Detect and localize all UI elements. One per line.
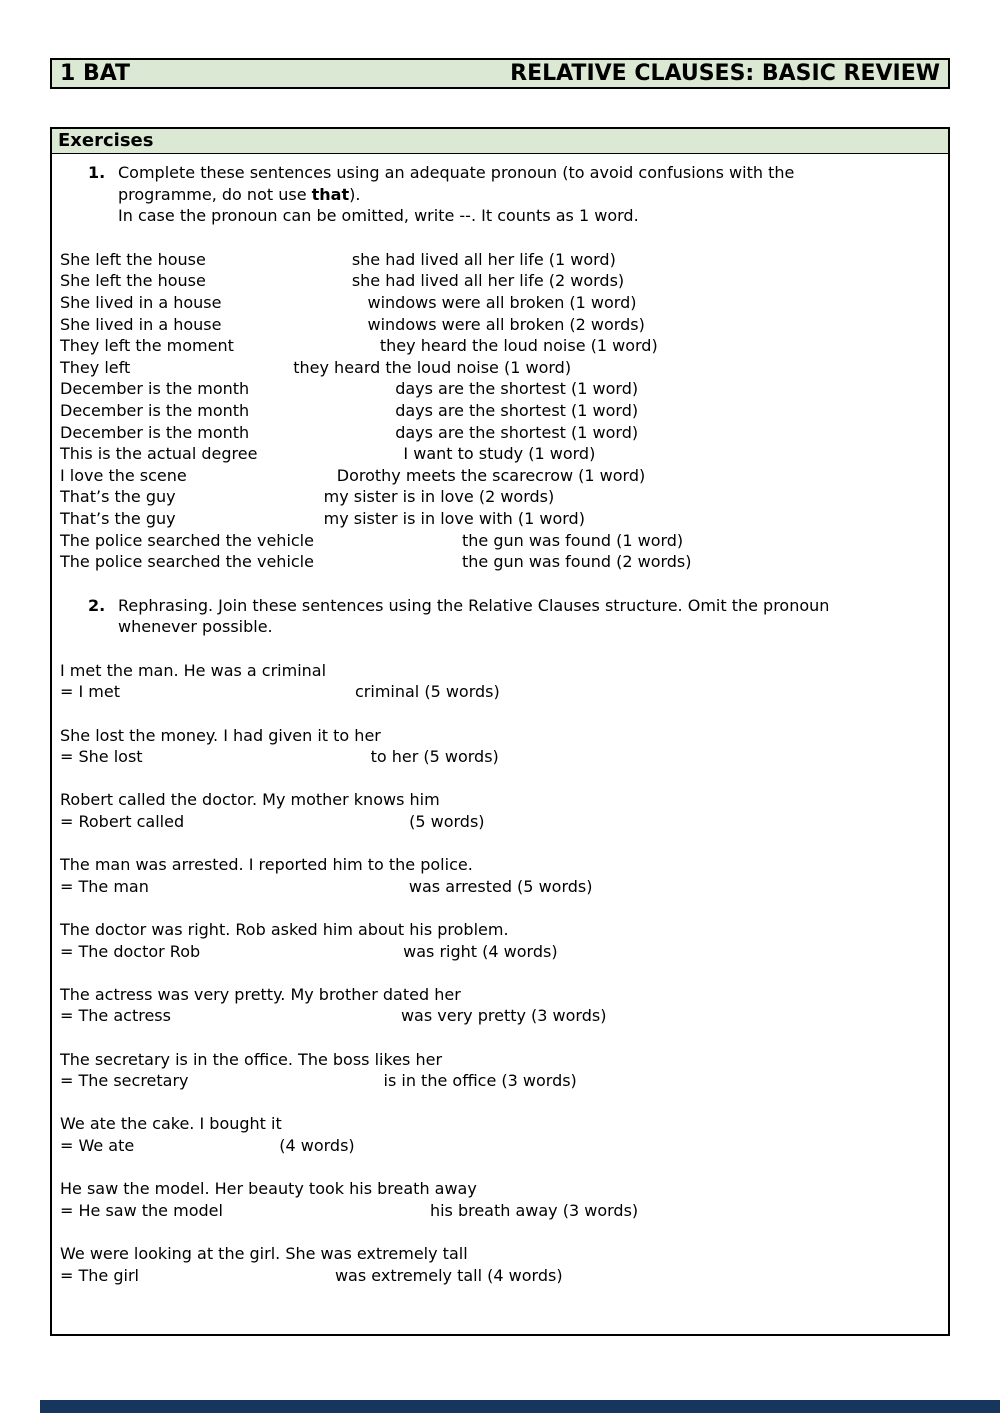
- title-bar: [50, 58, 950, 89]
- rephrasing-item: [60, 725, 940, 768]
- spacer: [60, 227, 940, 249]
- sentence-before-blank: That’s the guy: [60, 487, 176, 507]
- rephrasing-item: [60, 1178, 940, 1221]
- exercise-2-instructions: [60, 595, 940, 638]
- fill-in-sentence: [60, 422, 940, 444]
- answer-blank[interactable]: [206, 251, 352, 269]
- source-sentence: The secretary is in the office. The boss likes her: [60, 1049, 443, 1069]
- fill-in-sentence: [60, 465, 940, 487]
- exercise-1-text: [118, 162, 918, 227]
- answer-blank[interactable]: [249, 381, 395, 399]
- fill-in-sentence: [60, 1200, 940, 1222]
- fill-in-sentence: [60, 486, 940, 508]
- sentence-after-blank: was extremely tall (4 words): [334, 1265, 563, 1285]
- answer-blank[interactable]: [314, 532, 462, 550]
- fill-in-sentence: [60, 270, 940, 292]
- sentence-after-blank: my sister is in love (2 words): [323, 487, 555, 507]
- answer-blank[interactable]: [189, 1073, 384, 1091]
- fill-in-sentence: [60, 876, 940, 898]
- sentence-before-blank: She lived in a house: [60, 292, 222, 312]
- answer-blank[interactable]: [120, 684, 355, 702]
- answer-blank[interactable]: [143, 749, 371, 767]
- ex1-intro-bold: that: [311, 184, 350, 204]
- sentence-after-blank: I want to study (1 word): [403, 444, 596, 464]
- ex2-intro-line1: Rephrasing. Join these sentences using the Relative Clauses structure. Omit the pronoun: [118, 595, 830, 615]
- sentence-after-blank: is in the office (3 words): [383, 1071, 577, 1091]
- exercise-1-number: 1.: [88, 163, 106, 182]
- sentence-before-blank: = The actress: [60, 1006, 171, 1026]
- answer-blank[interactable]: [221, 316, 367, 334]
- answer-blank[interactable]: [257, 446, 403, 464]
- sentence-after-blank: she had lived all her life (1 word): [351, 249, 616, 269]
- exercise-2-items: [60, 660, 940, 1286]
- answer-blank[interactable]: [176, 510, 324, 528]
- course-label: 1 BAT: [60, 61, 131, 86]
- source-sentence: We ate the cake. I bought it: [60, 1114, 282, 1134]
- fill-in-sentence: [60, 1265, 940, 1287]
- sentence-after-blank: they heard the loud noise (1 word): [379, 336, 658, 356]
- sentence-after-blank: my sister is in love with (1 word): [323, 508, 585, 528]
- rephrasing-item: [60, 854, 940, 897]
- exercises-header: Exercises: [52, 129, 948, 154]
- sentence-after-blank: they heard the loud noise (1 word): [293, 357, 572, 377]
- sentence-before-blank: This is the actual degree: [60, 444, 258, 464]
- source-sentence: The man was arrested. I reported him to the police.: [60, 855, 473, 875]
- fill-in-sentence: [60, 1005, 940, 1027]
- ex1-intro-line2: programme, do not use: [118, 184, 312, 204]
- source-sentence: The actress was very pretty. My brother dated her: [60, 984, 461, 1004]
- sentence-before-blank: She left the house: [60, 271, 206, 291]
- sentence-before-blank: = The girl: [60, 1265, 139, 1285]
- fill-in-sentence: [60, 249, 940, 271]
- source-sentence: He saw the model. Her beauty took his breath away: [60, 1179, 477, 1199]
- worksheet-content: [52, 154, 948, 1334]
- spacer: [60, 638, 940, 660]
- answer-blank[interactable]: [187, 467, 337, 485]
- ex2-intro-line2: whenever possible.: [118, 617, 273, 637]
- answer-blank[interactable]: [130, 359, 293, 377]
- answer-blank[interactable]: [223, 1202, 430, 1220]
- fill-in-sentence: [60, 1070, 940, 1092]
- sentence-after-blank: his breath away (3 words): [429, 1200, 639, 1220]
- answer-blank[interactable]: [200, 943, 403, 961]
- fill-in-sentence: [60, 314, 940, 336]
- sentence-before-blank: = She lost: [60, 747, 143, 767]
- source-sentence: She lost the money. I had given it to her: [60, 725, 381, 745]
- exercise-1-instructions: [60, 162, 940, 227]
- sentence-after-blank: days are the shortest (1 word): [395, 379, 639, 399]
- source-sentence: We were looking at the girl. She was extremely tall: [60, 1243, 468, 1263]
- sentence-before-blank: They left the moment: [60, 336, 234, 356]
- sentence-before-blank: = Robert called: [60, 812, 185, 832]
- sentence-before-blank: = The man: [60, 876, 149, 896]
- exercise-2-number: 2.: [88, 595, 106, 615]
- fill-in-sentence: [60, 508, 940, 530]
- sentence-before-blank: I love the scene: [60, 465, 187, 485]
- fill-in-sentence: [60, 357, 940, 379]
- sentence-after-blank: the gun was found (1 word): [461, 530, 684, 550]
- sentence-after-blank: she had lived all her life (2 words): [351, 271, 625, 291]
- fill-in-sentence: [60, 1135, 940, 1157]
- rephrasing-item: [60, 1049, 940, 1092]
- sentence-after-blank: was arrested (5 words): [408, 876, 593, 896]
- rephrasing-item: [60, 1113, 940, 1156]
- fill-in-sentence: [60, 400, 940, 422]
- sentence-before-blank: The police searched the vehicle: [60, 530, 314, 550]
- fill-in-sentence: [60, 530, 940, 552]
- sentence-after-blank: windows were all broken (2 words): [367, 314, 645, 334]
- sentence-after-blank: Dorothy meets the scarecrow (1 word): [336, 465, 646, 485]
- ex1-intro-line2-end: ).: [349, 184, 361, 204]
- rephrasing-item: [60, 1243, 940, 1286]
- answer-blank[interactable]: [149, 878, 409, 896]
- sentence-after-blank: to her (5 words): [370, 747, 499, 767]
- sentence-before-blank: They left: [60, 357, 131, 377]
- source-sentence: The doctor was right. Rob asked him about his problem.: [60, 920, 509, 939]
- sentence-before-blank: December is the month: [60, 379, 250, 399]
- answer-blank[interactable]: [206, 273, 352, 291]
- sentence-before-blank: = The secretary: [60, 1071, 189, 1091]
- sentence-after-blank: was very pretty (3 words): [400, 1006, 607, 1026]
- rephrasing-item: [60, 919, 940, 962]
- sentence-after-blank: (5 words): [409, 812, 485, 832]
- rephrasing-item: [60, 984, 940, 1027]
- spacer: [60, 573, 940, 593]
- rephrasing-item: [60, 789, 940, 832]
- exercise-1-sentences: [60, 249, 940, 573]
- sentence-before-blank: = He saw the model: [60, 1200, 223, 1220]
- fill-in-sentence: [60, 443, 940, 465]
- sentence-after-blank: days are the shortest (1 word): [395, 422, 639, 442]
- answer-blank[interactable]: [221, 294, 367, 312]
- ex1-note: In case the pronoun can be omitted, write --. It counts as 1 word.: [118, 206, 639, 226]
- sentence-before-blank: = We ate: [60, 1135, 135, 1155]
- fill-in-sentence: [60, 551, 940, 573]
- answer-blank[interactable]: [184, 814, 409, 832]
- sentence-before-blank: December is the month: [60, 422, 250, 442]
- fill-in-sentence: [60, 941, 940, 963]
- sentence-before-blank: = The doctor Rob: [60, 941, 201, 961]
- footer-bar: [40, 1400, 1000, 1413]
- answer-blank[interactable]: [314, 554, 462, 572]
- ex1-intro-line1: Complete these sentences using an adequate pronoun (to avoid confusions with the: [118, 163, 795, 182]
- sentence-after-blank: criminal (5 words): [355, 682, 500, 702]
- sentence-before-blank: She lived in a house: [60, 314, 222, 334]
- fill-in-sentence: [60, 746, 940, 768]
- worksheet-box: [50, 127, 950, 1336]
- sentence-after-blank: days are the shortest (1 word): [395, 400, 639, 420]
- sentence-after-blank: (4 words): [279, 1135, 355, 1155]
- sentence-before-blank: She left the house: [60, 249, 206, 269]
- sentence-before-blank: December is the month: [60, 400, 250, 420]
- worksheet-title: RELATIVE CLAUSES: BASIC REVIEW: [510, 61, 940, 86]
- sentence-before-blank: The police searched the vehicle: [60, 552, 314, 572]
- sentence-after-blank: windows were all broken (1 word): [367, 292, 637, 312]
- fill-in-sentence: [60, 292, 940, 314]
- rephrasing-item: [60, 660, 940, 703]
- source-sentence: Robert called the doctor. My mother knows him: [60, 790, 440, 810]
- sentence-after-blank: was right (4 words): [403, 941, 558, 961]
- source-sentence: I met the man. He was a criminal: [60, 660, 327, 680]
- sentence-before-blank: = I met: [60, 682, 120, 702]
- fill-in-sentence: [60, 335, 940, 357]
- sentence-before-blank: That’s the guy: [60, 508, 176, 528]
- fill-in-sentence: [60, 681, 940, 703]
- answer-blank[interactable]: [171, 1008, 401, 1026]
- answer-blank[interactable]: [139, 1267, 335, 1285]
- fill-in-sentence: [60, 811, 940, 833]
- fill-in-sentence: [60, 378, 940, 400]
- exercise-2-text: [118, 595, 918, 638]
- sentence-after-blank: the gun was found (2 words): [461, 552, 692, 572]
- answer-blank[interactable]: [249, 424, 395, 442]
- answer-blank[interactable]: [234, 338, 380, 356]
- answer-blank[interactable]: [134, 1137, 279, 1155]
- answer-blank[interactable]: [176, 489, 324, 507]
- answer-blank[interactable]: [249, 402, 395, 420]
